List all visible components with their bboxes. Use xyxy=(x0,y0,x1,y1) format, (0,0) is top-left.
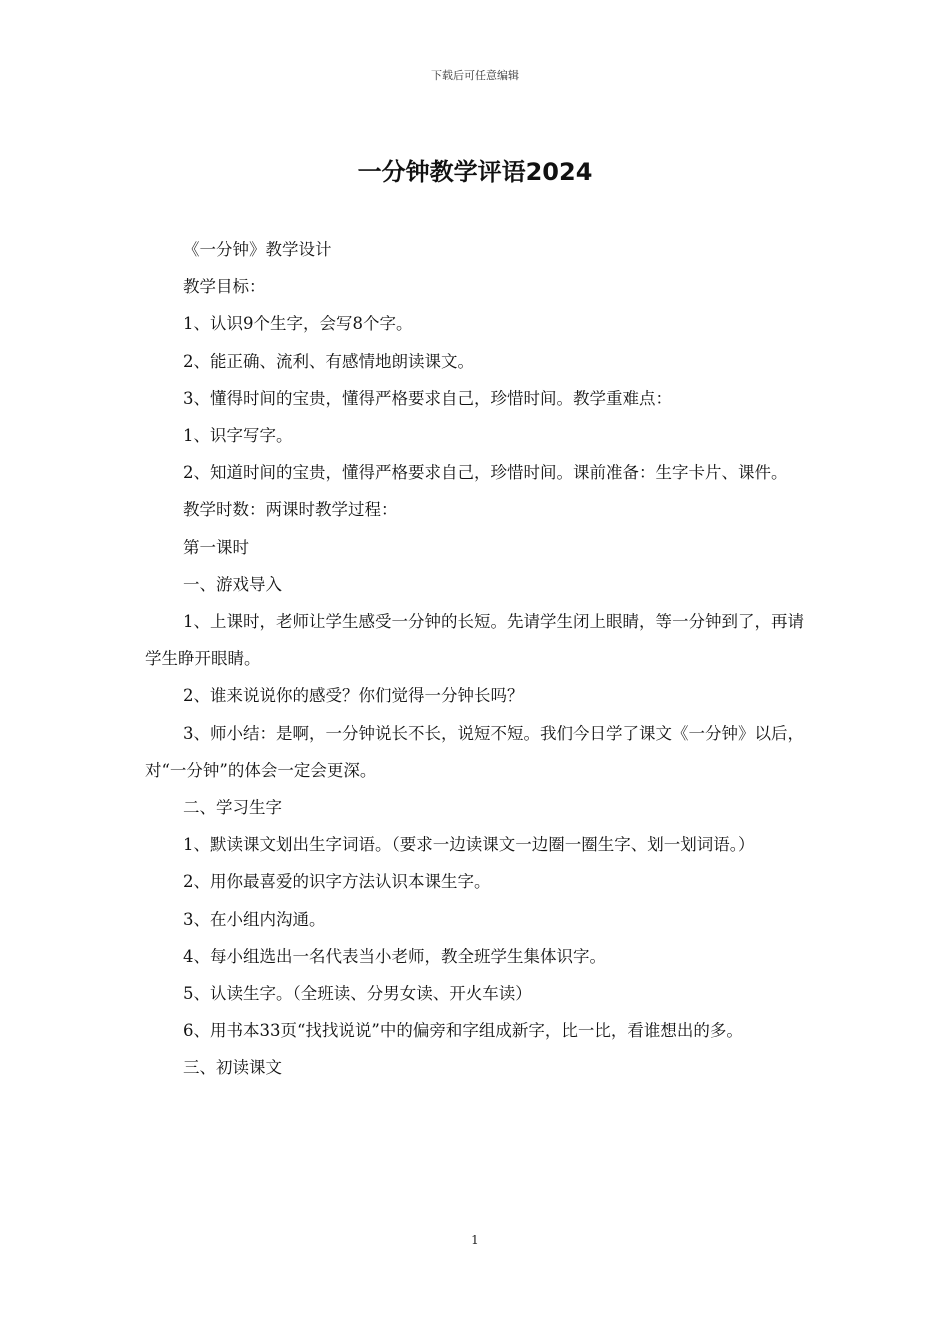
document-title: 一分钟教学评语2024 xyxy=(357,158,593,186)
paragraph: 1、上课时，老师让学生感受一分钟的长短。先请学生闭上眼睛，等一分钟到了，再请学生睁开眼睛。 xyxy=(145,612,804,669)
paragraph: 2、用你最喜爱的识字方法认识本课生字。 xyxy=(183,872,491,892)
paragraph: 2、谁来说说你的感受？你们觉得一分钟长吗？ xyxy=(183,686,524,706)
document-body xyxy=(145,231,810,1087)
paragraph: 2、知道时间的宝贵，懂得严格要求自己，珍惜时间。课前准备：生字卡片、课件。 xyxy=(183,463,788,483)
paragraph: 第一课时 xyxy=(183,537,249,557)
paragraph: 1、默读课文划出生字词语。（要求一边读课文一边圈一圈生字、划一划词语。） xyxy=(183,835,755,855)
header-note: 下载后可任意编辑 xyxy=(431,69,519,82)
page-number: 1 xyxy=(471,1233,479,1247)
paragraph: 二、学习生字 xyxy=(183,798,282,818)
paragraph: 1、认识9个生字，会写8个字。 xyxy=(183,314,413,334)
paragraph: 教学时数：两课时教学过程： xyxy=(183,500,398,520)
paragraph: 3、师小结：是啊，一分钟说长不长，说短不短。我们今日学了课文《一分钟》以后，对“一分钟”的体会一定会更深。 xyxy=(145,723,804,780)
paragraph: 5、认读生字。（全班读、分男女读、开火车读） xyxy=(183,984,532,1004)
paragraph: 教学目标： xyxy=(183,277,266,297)
paragraph: 6、用书本33页“找找说说”中的偏旁和字组成新字，比一比，看谁想出的多。 xyxy=(183,1021,743,1041)
paragraph: 《一分钟》教学设计 xyxy=(183,240,332,259)
paragraph: 2、能正确、流利、有感情地朗读课文。 xyxy=(183,351,474,371)
paragraph: 一、游戏导入 xyxy=(183,574,282,594)
paragraph: 4、每小组选出一名代表当小老师，教全班学生集体识字。 xyxy=(183,946,606,966)
paragraph: 3、在小组内沟通。 xyxy=(183,909,326,929)
paragraph: 3、懂得时间的宝贵，懂得严格要求自己，珍惜时间。教学重难点： xyxy=(183,388,672,408)
paragraph: 三、初读课文 xyxy=(183,1058,282,1078)
paragraph: 1、识字写字。 xyxy=(183,426,293,446)
